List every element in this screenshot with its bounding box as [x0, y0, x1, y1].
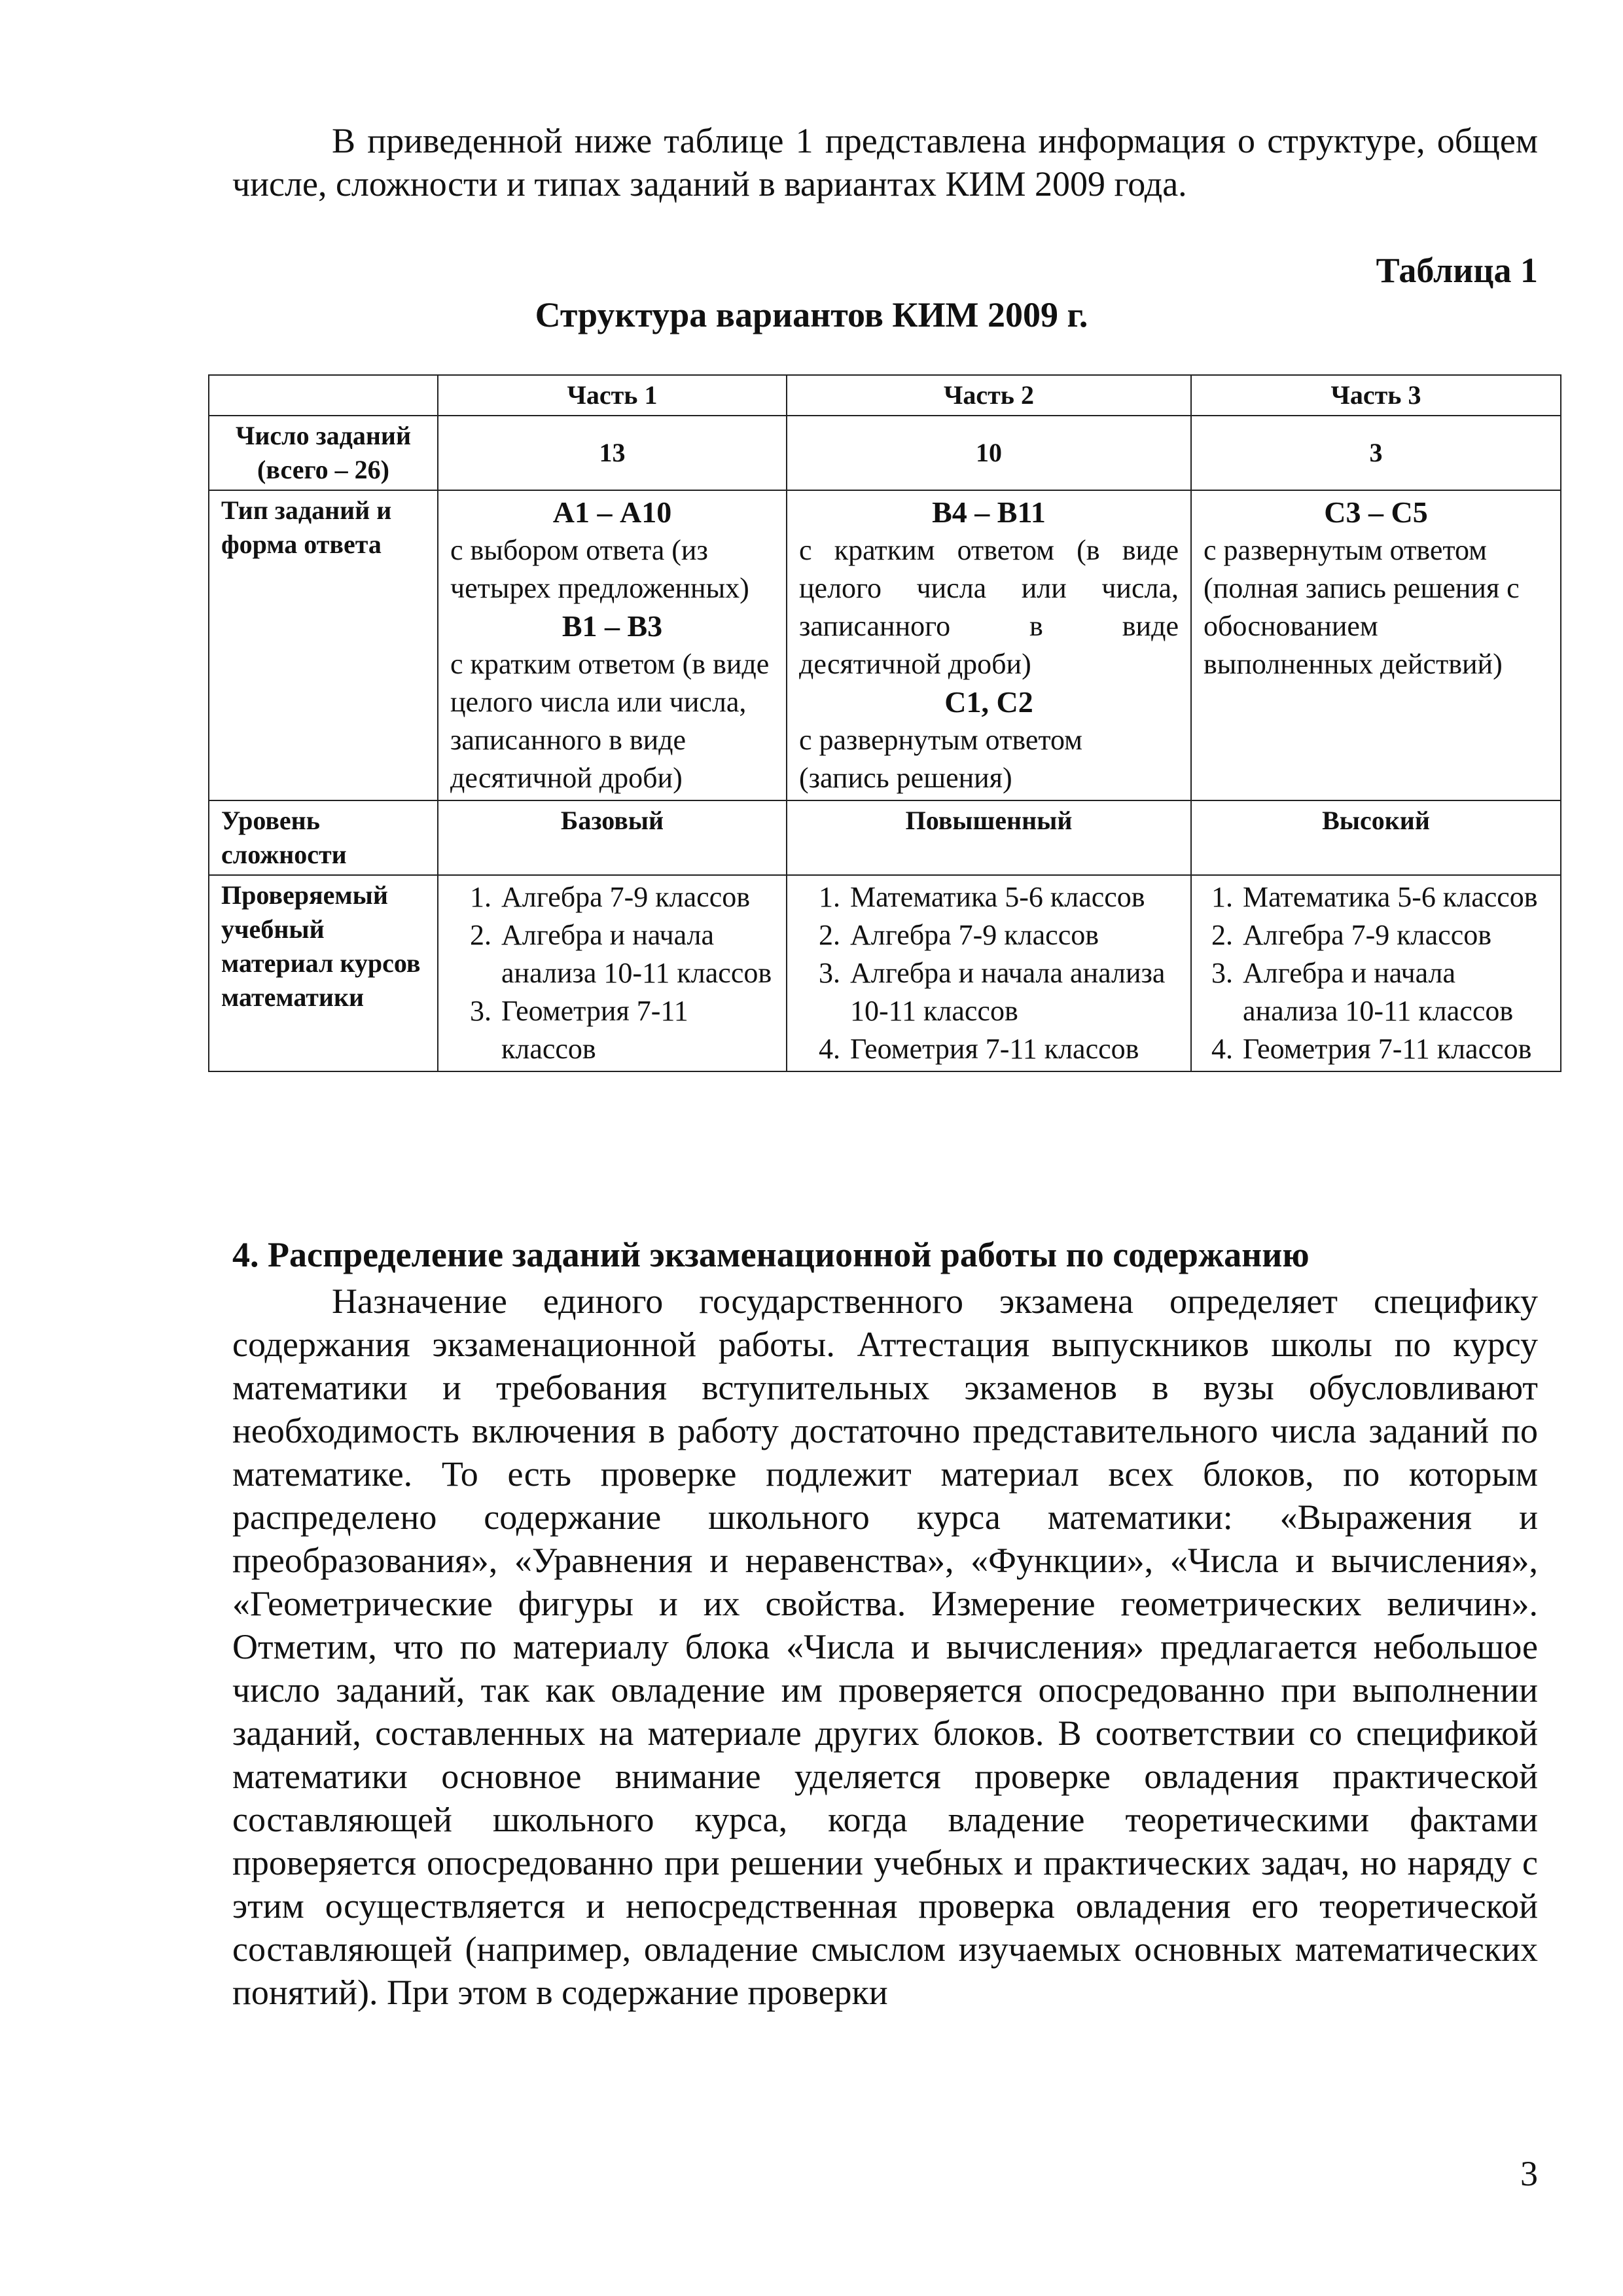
table-header-row: [209, 375, 1561, 416]
list-item: 3. Геометрия 7-11 классов: [499, 992, 774, 1068]
list-item: 4. Геометрия 7-11 классов: [1240, 1030, 1548, 1068]
level-part-2: Повышенный: [787, 800, 1191, 875]
type-part-1-desc-1: с выбором ответа (из четырех предложенных): [450, 534, 749, 604]
type-part-2: [787, 490, 1191, 800]
count-part-3: 3: [1191, 416, 1561, 490]
type-part-2-desc-1: с кратким ответом (в виде целого числа или числа, записанного в виде десятичной дроби): [799, 534, 1179, 680]
table-title: Структура вариантов КИМ 2009 г.: [535, 295, 1088, 334]
material-row: [209, 875, 1561, 1071]
material-part-1-list: [450, 878, 774, 1068]
header-part-3: Часть 3: [1191, 375, 1561, 416]
type-row-label: Тип заданий и форма ответа: [209, 490, 438, 800]
list-item: 3. Алгебра и начала анализа 10-11 классов: [1240, 954, 1548, 1030]
section-body-paragraph: Назначение единого государственного экзамена определяет специфику содержания экзаменационной работы. Аттестация выпускников школы по курсу математики и требования вступительных экзаменов в вузы обусловливают необходимость включения в работу достаточно представительного числа заданий по математике. То есть проверке подлежит материал всех блоков, по которым распределено содержание школьного курса математики: «Выражения и преобразования», «Уравнения и неравенства», «Функции», «Числа и вычисления», «Геометрические фигуры и их свойства. Измерение геометрических величин». Отметим, что по материалу блока «Числа и вычисления» предлагается небольшое число заданий, так как овладение им проверяется опосредованно при выполнении заданий, составленных на материале других блоков. В соответствии со спецификой математики основное внимание уделяется проверке овладения практической составляющей школьного курса, когда владение теоретическими фактами проверяется опосредованно при решении учебных и практических задач, но наряду с этим осуществляется и непосредственная проверка овладения его теоретической составляющей (например, овладение смыслом изучаемых основных математических понятий). При этом в содержание проверки: [232, 1282, 1538, 2012]
table-label: Таблица 1: [1376, 251, 1538, 290]
material-part-3-list: [1204, 878, 1548, 1068]
type-part-3-desc-1: с развернутым ответом (полная запись решения с обоснованием выполненных действий): [1204, 534, 1520, 680]
type-row: [209, 490, 1561, 800]
count-row-label: Число заданий (всего – 26): [209, 416, 438, 490]
header-empty: [209, 375, 438, 416]
type-part-2-code-1: В4 – В11: [932, 495, 1046, 529]
type-part-1-code-1: А1 – А10: [552, 495, 672, 529]
structure-table: [208, 374, 1561, 1072]
list-item: 2. Алгебра и начала анализа 10-11 классов: [499, 916, 774, 992]
type-part-1-code-2: В1 – В3: [562, 609, 663, 643]
level-row: [209, 800, 1561, 875]
count-part-2: 10: [787, 416, 1191, 490]
list-item: 1. Математика 5-6 классов: [1240, 878, 1548, 916]
count-part-1: 13: [438, 416, 787, 490]
page-number: 3: [1520, 2154, 1538, 2193]
type-part-1: [438, 490, 787, 800]
list-item: 3. Алгебра и начала анализа 10-11 классов: [847, 954, 1179, 1030]
level-part-3: Высокий: [1191, 800, 1561, 875]
material-part-3: [1191, 875, 1561, 1071]
material-row-label: Проверяемый учебный материал курсов математики: [209, 875, 438, 1071]
type-part-3: [1191, 490, 1561, 800]
list-item: 1. Математика 5-6 классов: [847, 878, 1179, 916]
type-part-2-desc-2: с развернутым ответом (запись решения): [799, 724, 1083, 794]
count-row: [209, 416, 1561, 490]
level-row-label: Уровень сложности: [209, 800, 438, 875]
level-part-1: Базовый: [438, 800, 787, 875]
material-part-1: [438, 875, 787, 1071]
list-item: 1. Алгебра 7-9 классов: [499, 878, 774, 916]
list-item: 2. Алгебра 7-9 классов: [847, 916, 1179, 954]
section-heading: 4. Распределение заданий экзаменационной работы по содержанию: [232, 1235, 1310, 1274]
type-part-2-code-2: С1, С2: [944, 685, 1033, 719]
type-part-3-code-1: С3 – С5: [1324, 495, 1428, 529]
intro-paragraph: В приведенной ниже таблице 1 представлена информация о структуре, общем числе, сложности и типах заданий в вариантах КИМ 2009 года.: [232, 121, 1538, 204]
type-part-1-desc-2: с кратким ответом (в виде целого числа или числа, записанного в виде десятичной дроби): [450, 648, 770, 794]
list-item: 4. Геометрия 7-11 классов: [847, 1030, 1179, 1068]
material-part-2-list: [799, 878, 1179, 1068]
list-item: 2. Алгебра 7-9 классов: [1240, 916, 1548, 954]
header-part-1: Часть 1: [438, 375, 787, 416]
material-part-2: [787, 875, 1191, 1071]
header-part-2: Часть 2: [787, 375, 1191, 416]
